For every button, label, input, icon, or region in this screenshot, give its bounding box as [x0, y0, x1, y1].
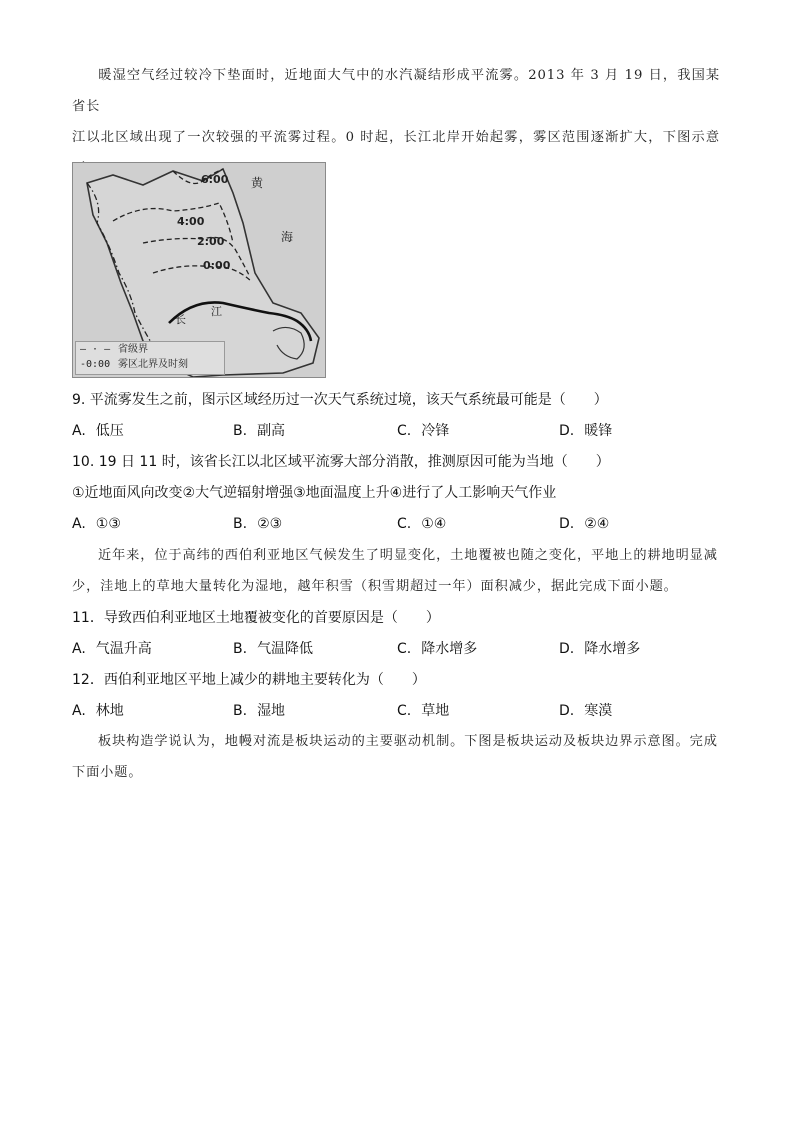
legend-symbol-fog: -0:00	[80, 359, 111, 370]
q11-option-c-label: C.	[397, 641, 412, 657]
q10-option-d	[559, 514, 609, 534]
q11-option-a	[72, 639, 152, 659]
q12-option-b-label: B.	[233, 703, 248, 719]
q9-option-d-text: 暖锋	[584, 423, 613, 439]
q12-option-a-label: A.	[72, 703, 86, 719]
q10-option-b-text: ②③	[257, 516, 283, 532]
q12-option-c-label: C.	[397, 703, 412, 719]
q9-option-d-label: D.	[559, 423, 575, 439]
legend-row-province	[80, 342, 224, 357]
q9-option-b-label: B.	[233, 423, 248, 439]
question-10-stem: 10. 19 日 11 时，该省长江以北区域平流雾大部分消散，推测原因可能为当地（ ）	[72, 454, 610, 470]
river-label-jiang: 江	[211, 305, 222, 318]
question-12-stem: 12．西伯利亚地区平地上减少的耕地主要转化为（ ）	[72, 672, 426, 688]
q9-option-d	[559, 421, 612, 441]
q11-option-d	[559, 639, 640, 659]
q12-option-a	[72, 701, 124, 721]
question-9-options	[72, 421, 732, 441]
q12-option-c-text: 草地	[421, 703, 450, 719]
q11-option-c	[397, 639, 477, 659]
legend-symbol-province: — · —	[80, 344, 111, 355]
question-11-options	[72, 639, 732, 659]
q11-option-b-text: 气温降低	[257, 641, 314, 657]
fog-boundary-map	[72, 162, 326, 378]
question-10-options	[72, 514, 732, 534]
q12-option-d-label: D.	[559, 703, 575, 719]
q10-option-a-text: ①③	[95, 516, 121, 532]
passage-siberia-line-2: 少，洼地上的草地大量转化为湿地，越年积雪（积雪期超过一年）面积减少，据此完成下面小题。	[72, 579, 678, 594]
map-legend	[75, 341, 225, 375]
question-11-stem: 11．导致西伯利亚地区土地覆被变化的首要原因是（ ）	[72, 610, 440, 626]
passage-siberia-line-1: 近年来，位于高纬的西伯利亚地区气候发生了明显变化，土地覆被也随之变化，平地上的耕地明显减	[98, 548, 718, 563]
q10-option-b	[233, 514, 282, 534]
sea-label-huang: 黄	[251, 176, 264, 190]
time-label-0: 0:00	[203, 259, 231, 272]
q11-option-b	[233, 639, 313, 659]
q11-option-a-text: 气温升高	[95, 641, 152, 657]
q10-option-c	[397, 514, 446, 534]
q11-option-d-text: 降水增多	[584, 641, 641, 657]
question-12-options	[72, 701, 732, 721]
q9-option-a-label: A.	[72, 423, 86, 439]
q11-option-c-text: 降水增多	[421, 641, 478, 657]
legend-label-province: 省级界	[118, 344, 148, 355]
q11-option-b-label: B.	[233, 641, 248, 657]
q10-option-c-label: C.	[397, 516, 412, 532]
river-label-chang: 长	[175, 313, 186, 326]
sea-label-hai: 海	[281, 230, 294, 244]
q9-option-a	[72, 421, 124, 441]
passage-fog-line-2: 江以北区域出现了一次较强的平流雾过程。0 时起，长江北岸开始起雾，雾区范围逐渐扩大，下图示意	[72, 130, 720, 145]
q10-option-b-label: B.	[233, 516, 248, 532]
q11-option-a-label: A.	[72, 641, 86, 657]
q9-option-c-text: 冷锋	[421, 423, 450, 439]
q9-option-b	[233, 421, 285, 441]
q9-option-a-text: 低压	[95, 423, 124, 439]
q9-option-c-label: C.	[397, 423, 412, 439]
q11-option-d-label: D.	[559, 641, 575, 657]
q10-option-d-text: ②④	[584, 516, 610, 532]
time-label-4: 4:00	[177, 215, 205, 228]
passage-plates-line-2: 下面小题。	[72, 765, 143, 780]
passage-plates	[72, 726, 720, 788]
q12-option-c	[397, 701, 449, 721]
q12-option-d-text: 寒漠	[584, 703, 613, 719]
time-label-6: 6:00	[201, 173, 229, 186]
passage-siberia	[72, 540, 720, 602]
q12-option-a-text: 林地	[95, 703, 124, 719]
legend-row-fog	[80, 357, 224, 372]
q10-option-a-label: A.	[72, 516, 86, 532]
q12-option-b	[233, 701, 285, 721]
question-9-stem: 9. 平流雾发生之前，图示区域经历过一次天气系统过境，该天气系统最可能是（ ）	[72, 392, 608, 408]
q9-option-b-text: 副高	[257, 423, 286, 439]
q10-option-d-label: D.	[559, 516, 575, 532]
legend-label-fog: 雾区北界及时刻	[118, 359, 188, 370]
passage-plates-line-1: 板块构造学说认为，地幔对流是板块运动的主要驱动机制。下图是板块运动及板块边界示意图。完成	[98, 734, 718, 749]
passage-fog-line-1: 暖湿空气经过较冷下垫面时，近地面大气中的水汽凝结形成平流雾。2013 年 3 月 19 日，我国某省长	[72, 68, 720, 114]
question-10-statements: ①近地面风向改变②大气逆辐射增强③地面温度上升④进行了人工影响天气作业	[72, 485, 557, 501]
q10-option-c-text: ①④	[421, 516, 447, 532]
q12-option-d	[559, 701, 612, 721]
q9-option-c	[397, 421, 449, 441]
time-label-2: 2:00	[197, 235, 225, 248]
q12-option-b-text: 湿地	[257, 703, 286, 719]
q10-option-a	[72, 514, 121, 534]
